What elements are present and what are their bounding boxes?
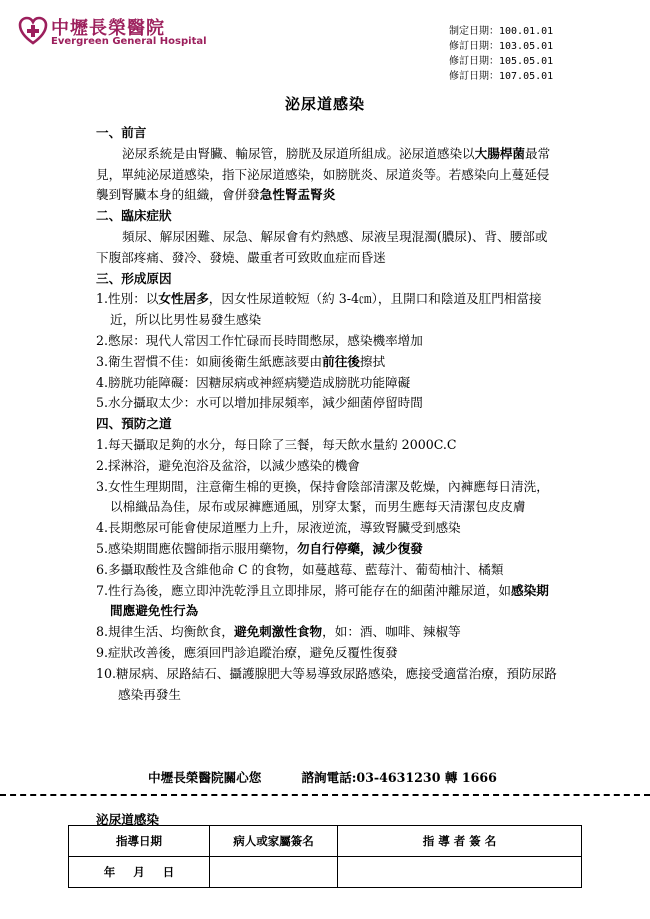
emphasis-text: 避免刺激性食物 <box>233 624 323 640</box>
signature-table <box>68 825 582 888</box>
list-item: 1.每天攝取足夠的水分，每日除了三餐，每天飲水量約 2000C.C <box>96 436 457 452</box>
table-row <box>69 857 582 888</box>
patient-signature-cell[interactable] <box>210 857 338 888</box>
consult-phone: 諮詢電話:03-4631230 轉 1666 <box>301 770 497 785</box>
cut-line-divider <box>0 794 650 796</box>
list-item: 9.症狀改善後，應須回門診追蹤治療，避免反覆性復發 <box>96 644 398 660</box>
revision-line: 修訂日期：103.05.01 <box>449 41 554 52</box>
emphasis-text: 急性腎盂腎炎 <box>259 187 336 203</box>
contact-line <box>148 767 497 786</box>
text-run: 7.性行為後，應立即沖洗乾淨且立即排尿，將可能存在的細菌沖離尿道，如 <box>96 582 512 598</box>
text-run: ，如：酒、咖啡、辣椒等 <box>322 624 461 640</box>
emphasis-text: 感染期間應避免性行為 <box>110 582 549 619</box>
section-heading: 三、形成原因 <box>96 270 172 286</box>
text-run: 8.規律生活、均衡飲食， <box>96 624 234 640</box>
list-item <box>96 581 558 623</box>
list-item: 5.水分攝取太少：水可以增加排尿頻率，減少細菌停留時間 <box>96 395 423 411</box>
hospital-logo <box>18 14 218 48</box>
list-item: 2.憋尿：現代人常因工作忙碌而長時間憋尿，感染機率增加 <box>96 332 423 348</box>
list-item <box>96 289 558 331</box>
list-item: 4.膀胱功能障礙：因糖尿病或神經病變造成膀胱功能障礙 <box>96 374 411 390</box>
section-heading: 一、前言 <box>96 125 147 140</box>
text-run: 泌尿系統是由腎臟、輸尿管，膀胱及尿道所組成。泌尿道感染以 <box>122 145 475 161</box>
header-patient-signature: 病人或家屬簽名 <box>210 826 338 857</box>
intro-paragraph <box>96 144 558 206</box>
text-run: ，因女性尿道較短（約 3-4㎝），且開口和陰道及肛門相當接近，所以比男性易發生感染 <box>110 291 542 328</box>
revision-line: 修訂日期：105.05.01 <box>449 56 554 67</box>
revision-line: 制定日期：100.01.01 <box>449 26 554 37</box>
logo-english-name: Evergreen General Hospital <box>51 36 207 47</box>
text-run: 5.感染期間應依醫師指示服用藥物， <box>96 540 297 556</box>
text-run: 1.性別：以 <box>96 291 159 307</box>
form-title: 泌尿道感染 <box>96 812 159 827</box>
date-cell[interactable]: 年 月 日 <box>69 857 210 888</box>
list-item <box>96 539 558 560</box>
text-run: 3.衛生習慣不佳：如廁後衛生紙應該要由 <box>96 353 323 369</box>
hospital-care-text: 中壢長榮醫院關心您 <box>148 770 262 785</box>
text-run: 擦拭 <box>359 353 386 369</box>
revision-line: 修訂日期：107.05.01 <box>449 71 554 82</box>
instructor-signature-cell[interactable] <box>338 857 582 888</box>
text-run: 最常見，單純泌尿道感染，指下泌尿道感染，如膀胱炎、尿道炎等。若感染向上蔓延侵襲到腎臟本身的組織，會併發 <box>96 145 551 203</box>
logo-chinese-name: 中壢長榮醫院 <box>51 18 165 39</box>
list-item: 2.採淋浴，避免泡浴及盆浴，以減少感染的機會 <box>96 457 360 473</box>
emphasis-text: 大腸桿菌 <box>474 145 525 161</box>
emphasis-text: 女性居多 <box>158 291 209 307</box>
list-item <box>96 622 558 643</box>
page-title: 泌尿道感染 <box>284 95 365 113</box>
section-heading: 二、臨床症狀 <box>96 208 172 224</box>
list-item: 10.糖尿病、尿路結石、攝護腺肥大等易導致尿路感染，應接受適當治療，預防尿路感染再發生 <box>96 665 557 702</box>
header-instructor-signature: 指 導 者 簽 名 <box>338 826 582 857</box>
list-item: 6.多攝取酸性及含維他命 C 的食物，如蔓越莓、藍莓汁、葡萄柚汁、橘類 <box>96 561 504 577</box>
header-guidance-date: 指導日期 <box>69 826 210 857</box>
document-body <box>96 123 558 705</box>
list-item: 4.長期憋尿可能會使尿道壓力上升，尿液逆流，導致腎臟受到感染 <box>96 520 461 536</box>
symptoms-paragraph: 頻尿、解尿困難、尿急、解尿會有灼熱感、尿液呈現混濁(膿尿)、背、腰部或下腹部疼痛、發冷、發燒、嚴重者可致敗血症而昏迷 <box>96 228 548 265</box>
emphasis-text: 前往後 <box>322 353 360 369</box>
section-heading: 四、預防之道 <box>96 416 172 432</box>
emphasis-text: 勿自行停藥，減少復發 <box>296 540 423 556</box>
table-header-row <box>69 826 582 857</box>
hospital-cross-heart-icon <box>18 16 48 46</box>
list-item: 3.女性生理期間，注意衛生棉的更換，保持會陰部清潔及乾燥，內褲應每日清洗，以棉織品為佳，尿布或尿褲應通風，別穿太緊，而男生應每天清潔包皮皮膚 <box>96 478 549 515</box>
list-item <box>96 352 558 373</box>
revision-dates <box>449 24 553 84</box>
